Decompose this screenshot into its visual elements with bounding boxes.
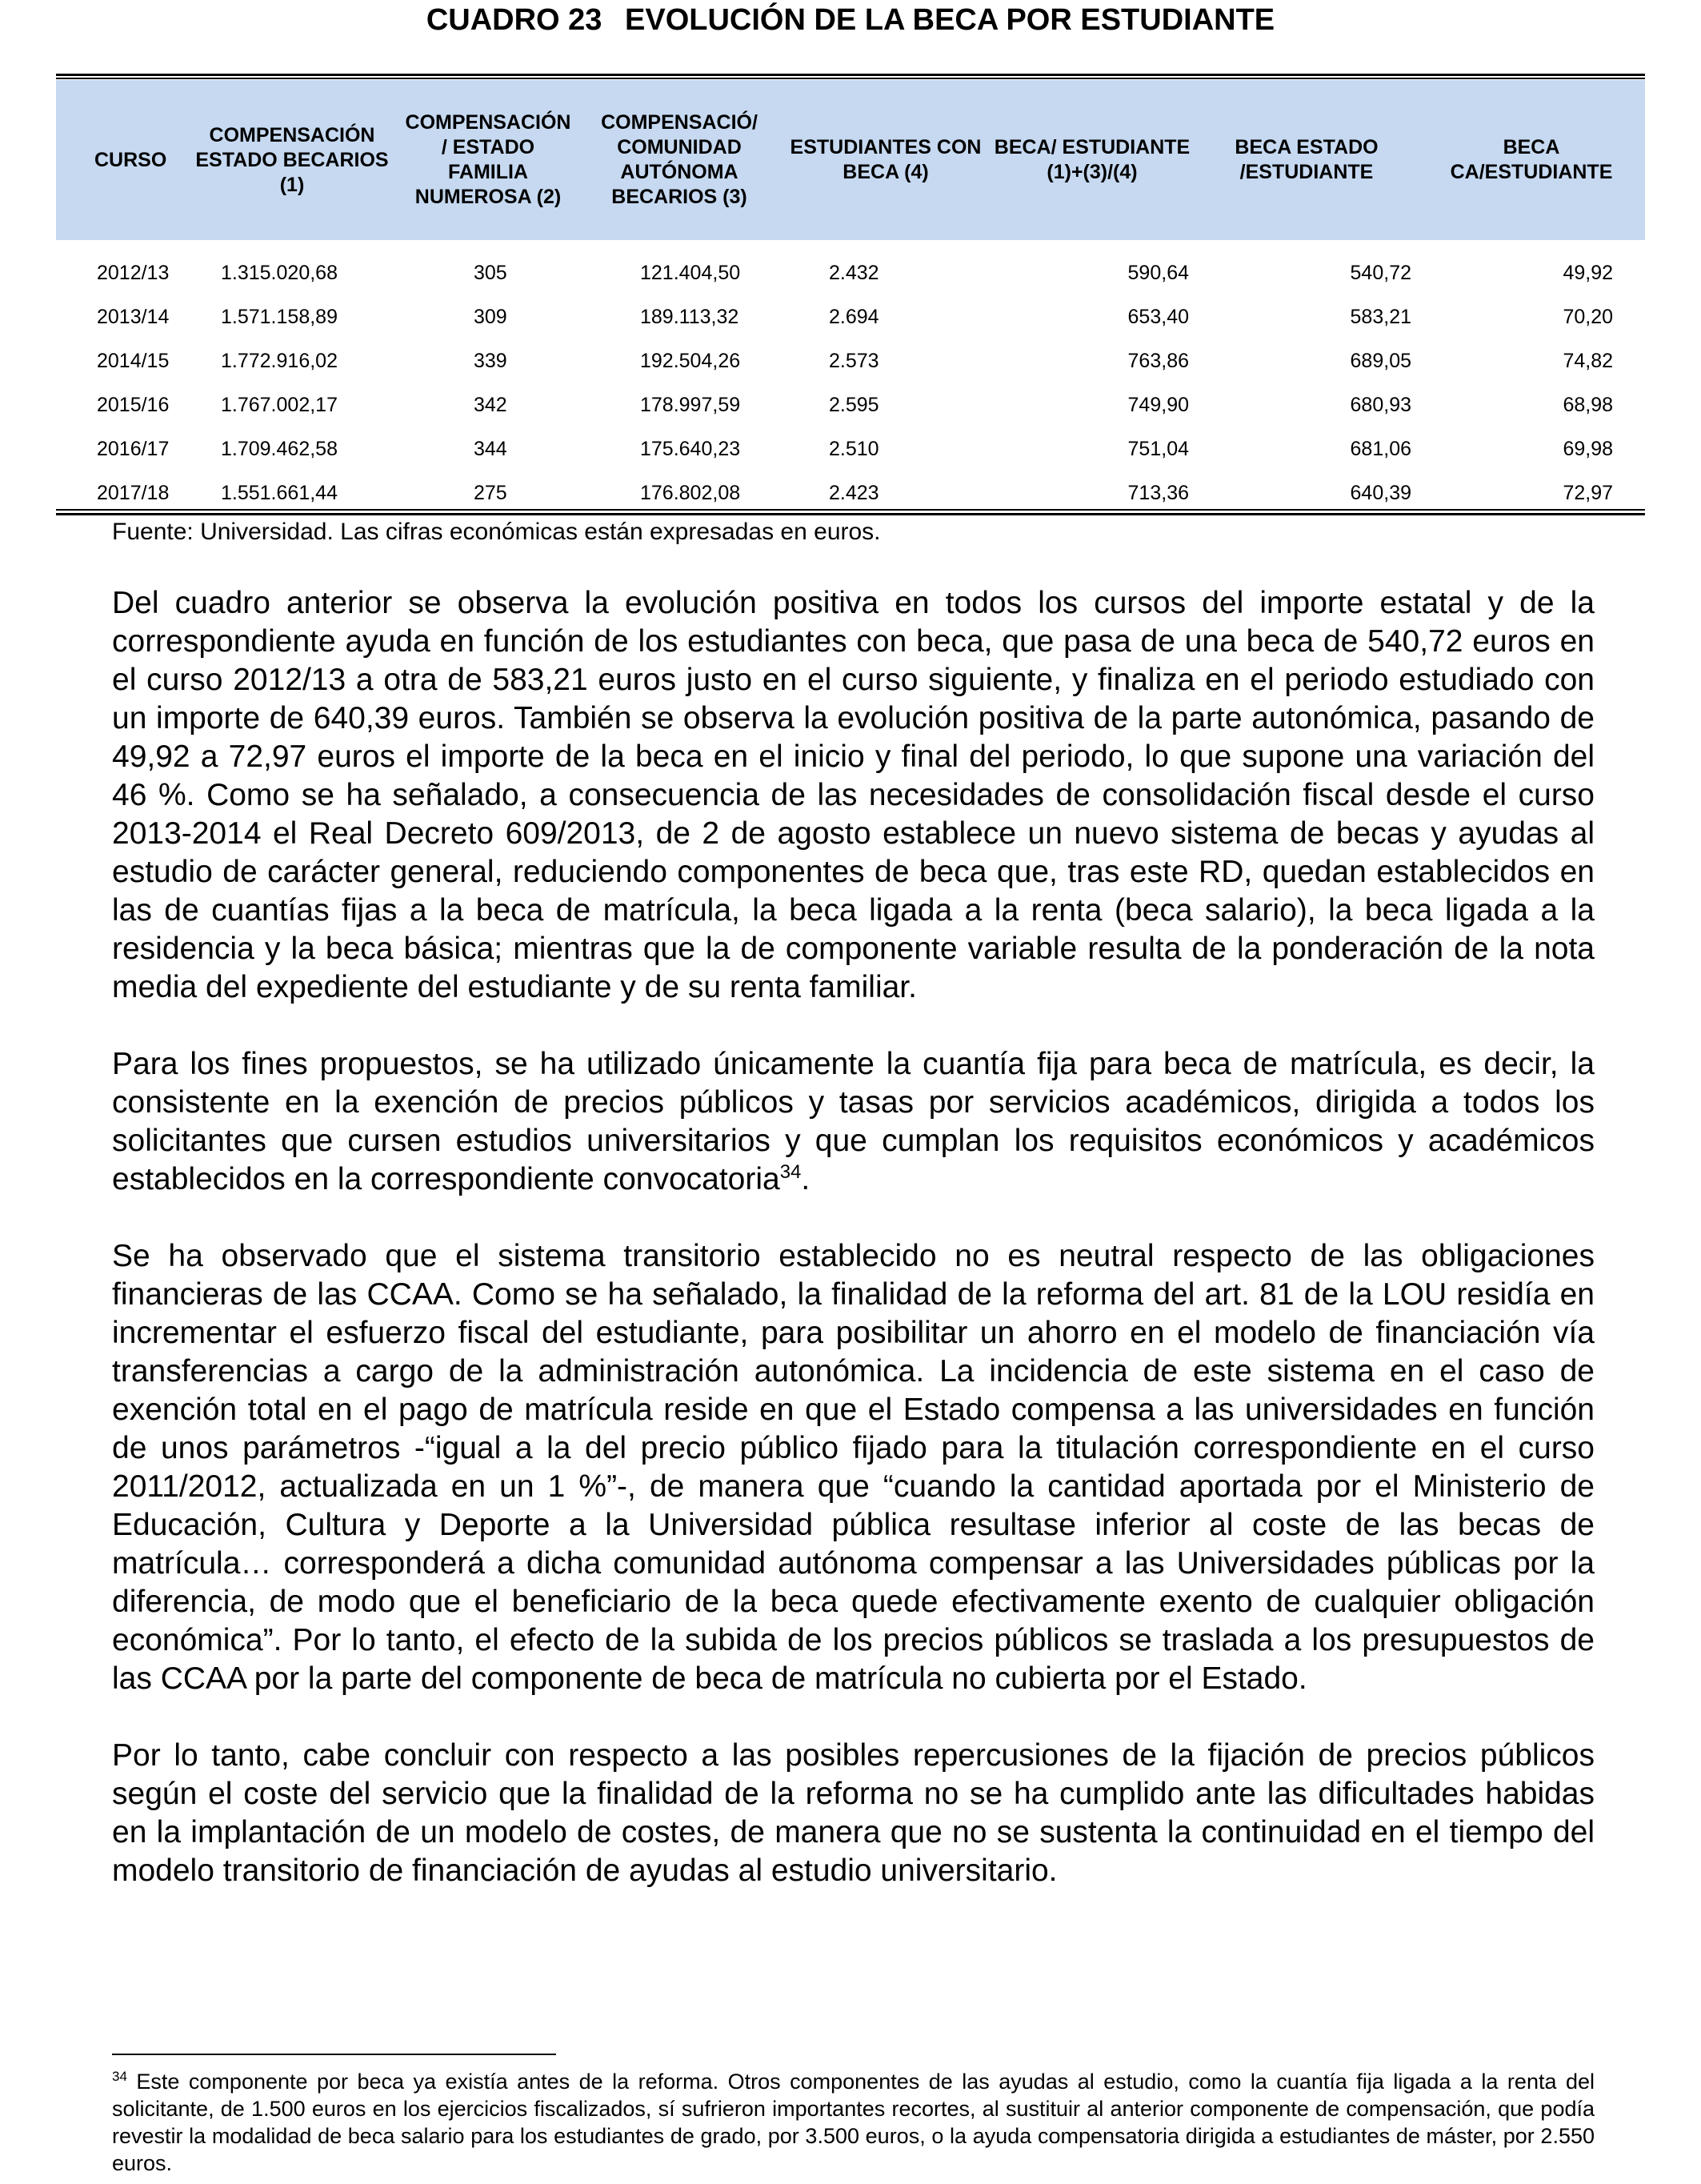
cell-value: 2.694 — [829, 306, 879, 328]
cell-curso: 2015/16 — [97, 394, 170, 416]
footnote-reference: 34 — [779, 1161, 802, 1183]
paragraph-text: Para los fines propuestos, se ha utilizado únicamente la cuantía fija para beca de matrícula, es decir, la consistente en la exención de precios públicos y tasas por servicios académicos, dirigida a todos los solicitantes que cursen estudios universitarios y que cumplan los requisitos económicos y académicos establecidos en la correspondiente convocatoria — [112, 1047, 1595, 1196]
cell-value: 68,98 — [1563, 394, 1613, 416]
footnote-text: Este componente por beca ya existía antes de la reforma. Otros componentes de las ayudas al estudio, como la cuantía fija ligada a la renta del solicitante, de 1.500 euros en los ejercicios fiscalizados, sí sufrieron importantes recortes, al sustituir al anterior componente de compensación, que podía revestir la modalidad de beca salario para los estudiantes de grado, por 3.500 euros, o la ayuda compensatoria dirigida a estudiantes de máster, por 2.550 euros. — [112, 2070, 1595, 2175]
cell-value: 178.997,59 — [640, 394, 741, 416]
data-table — [56, 80, 1645, 515]
table-header-row — [56, 80, 1645, 240]
cell-value: 653,40 — [1127, 306, 1189, 328]
cell-value: 2.423 — [829, 482, 879, 504]
cell-value: 590,64 — [1127, 262, 1189, 284]
cell-curso: 2017/18 — [97, 482, 170, 504]
cell-value: 49,92 — [1563, 262, 1613, 284]
cell-value: 175.640,23 — [640, 438, 741, 460]
column-header: CURSO — [56, 80, 184, 240]
cell-value: 342 — [474, 394, 507, 416]
cell-value: 176.802,08 — [640, 482, 741, 504]
cell-value: 344 — [474, 438, 507, 460]
table-row — [56, 295, 1645, 339]
table-number: CUADRO 23 — [426, 3, 602, 37]
footnote-number: 34 — [112, 2069, 127, 2084]
table-bottom-rule-inner — [56, 513, 1645, 515]
paragraph: Por lo tanto, cabe concluir con respecto a las posibles repercusiones de la fijación de precios públicos según el coste del servicio que la finalidad de la reforma no se ha cumplido ante las dificultades habidas en la implantación de un modelo de costes, de manera que no se sustenta la continuidad en el tiempo del modelo transitorio de financiación de ayudas al estudio universitario. — [112, 1738, 1595, 1888]
cell-value: 192.504,26 — [640, 350, 741, 372]
cell-value: 2.595 — [829, 394, 879, 416]
cell-value: 1.551.661,44 — [221, 482, 338, 504]
cell-value: 69,98 — [1563, 438, 1613, 460]
cell-value: 2.510 — [829, 438, 879, 460]
cell-curso: 2013/14 — [97, 306, 170, 328]
cell-curso: 2014/15 — [97, 350, 170, 372]
paragraph-end: . — [801, 1162, 810, 1196]
cell-value: 763,86 — [1127, 350, 1189, 372]
cell-value: 275 — [474, 482, 507, 504]
paragraph: Se ha observado que el sistema transitorio establecido no es neutral respecto de las obligaciones financieras de las CCAA. Como se ha señalado, la finalidad de la reforma del art. 81 de la LOU residía en incrementar el esfuerzo fiscal del estudiante, para posibilitar un ahorro en el modelo de financiación vía transferencias a cargo de la administración autonómica. La incidencia de este sistema en el caso de exención total en el pago de matrícula reside en que el Estado compensa a las universidades en función de unos parámetros -“igual a la del precio público fijado para la titulación correspondiente en el curso 2011/2012, actualizada en un 1 %”-, de manera que “cuando la cantidad aportada por el Ministerio de Educación, Cultura y Deporte a la Universidad pública resultase inferior al coste de las becas de matrícula… corresponderá a dicha comunidad autónoma compensar a las Universidades públicas por la diferencia, de modo que el beneficiario de la beca quede efectivamente exento de cualquier obligación económica”. Por lo tanto, el efecto de la subida de los precios públicos se traslada a los presupuestos de las CCAA por la parte del componente de beca de matrícula no cubierta por el Estado. — [112, 1239, 1595, 1696]
cell-value: 640,39 — [1350, 482, 1411, 504]
table-row — [56, 240, 1645, 295]
paragraph — [112, 1045, 1595, 1199]
column-header: COMPENSACIÓN ESTADO BECARIOS (1) — [184, 80, 400, 240]
paragraph: Del cuadro anterior se observa la evolución positiva en todos los cursos del importe estatal y de la correspondiente ayuda en función de los estudiantes con beca, que pasa de una beca de 540,72 euros en el curso 2012/13 a otra de 583,21 euros justo en el curso siguiente, y finaliza en el periodo estudiado con un importe de 640,39 euros. También se observa la evolución positiva de la parte autonómica, pasando de 49,92 a 72,97 euros el importe de la beca en el inicio y final del periodo, lo que supone una variación del 46 %. Como se ha señalado, a consecuencia de las necesidades de consolidación fiscal desde el curso 2013-2014 el Real Decreto 609/2013, de 2 de agosto establece un nuevo sistema de becas y ayudas al estudio de carácter general, reduciendo componentes de beca que, tras este RD, quedan establecidos en las de cuantías fijas a la beca de matrícula, la beca ligada a la renta (beca salario), la beca ligada a la residencia y la beca básica; mientras que la de componente variable resulta de la ponderación de la nota media del expediente del estudiante y de su renta familiar. — [112, 586, 1595, 1004]
cell-value: 540,72 — [1350, 262, 1411, 284]
cell-value: 749,90 — [1127, 394, 1189, 416]
cell-value: 680,93 — [1350, 394, 1411, 416]
cell-value: 1.315.020,68 — [221, 262, 338, 284]
cell-value: 121.404,50 — [640, 262, 741, 284]
cell-value: 689,05 — [1350, 350, 1411, 372]
column-header: BECA CA/ESTUDIANTE — [1418, 80, 1645, 240]
cell-value: 74,82 — [1563, 350, 1613, 372]
table-source-note: Fuente: Universidad. Las cifras económicas están expresadas en euros. — [112, 519, 881, 545]
column-header: COMPENSACIÓ/ COMUNIDAD AUTÓNOMA BECARIOS (3) — [576, 80, 782, 240]
page-title — [0, 0, 1701, 40]
table-bottom-rule — [56, 509, 1645, 511]
cell-value: 583,21 — [1350, 306, 1411, 328]
data-table-container — [56, 80, 1645, 515]
table-top-rule — [56, 74, 1645, 76]
cell-curso: 2016/17 — [97, 438, 170, 460]
cell-value: 309 — [474, 306, 507, 328]
body-text — [112, 584, 1595, 1929]
cell-value: 1.772.916,02 — [221, 350, 338, 372]
cell-value: 1.767.002,17 — [221, 394, 338, 416]
cell-value: 2.432 — [829, 262, 879, 284]
cell-value: 713,36 — [1127, 482, 1189, 504]
cell-value: 189.113,32 — [640, 306, 739, 328]
cell-value: 72,97 — [1563, 482, 1613, 504]
table-row — [56, 427, 1645, 471]
cell-value: 305 — [474, 262, 507, 284]
table-top-rule-inner — [56, 78, 1645, 79]
table-title: EVOLUCIÓN DE LA BECA POR ESTUDIANTE — [625, 3, 1275, 37]
cell-value: 1.571.158,89 — [221, 306, 338, 328]
footnote — [112, 2068, 1595, 2177]
footnote-separator — [112, 2054, 556, 2055]
cell-value: 1.709.462,58 — [221, 438, 338, 460]
cell-value: 339 — [474, 350, 507, 372]
cell-value: 751,04 — [1127, 438, 1189, 460]
column-header: ESTUDIANTES CON BECA (4) — [782, 80, 989, 240]
cell-value: 70,20 — [1563, 306, 1613, 328]
cell-curso: 2012/13 — [97, 262, 170, 284]
table-row — [56, 383, 1645, 427]
column-header: BECA/ ESTUDIANTE (1)+(3)/(4) — [989, 80, 1195, 240]
column-header: BECA ESTADO /ESTUDIANTE — [1195, 80, 1418, 240]
cell-value: 681,06 — [1350, 438, 1411, 460]
table-row — [56, 339, 1645, 383]
cell-value: 2.573 — [829, 350, 879, 372]
column-header: COMPENSACIÓN / ESTADO FAMILIA NUMEROSA (2) — [400, 80, 576, 240]
